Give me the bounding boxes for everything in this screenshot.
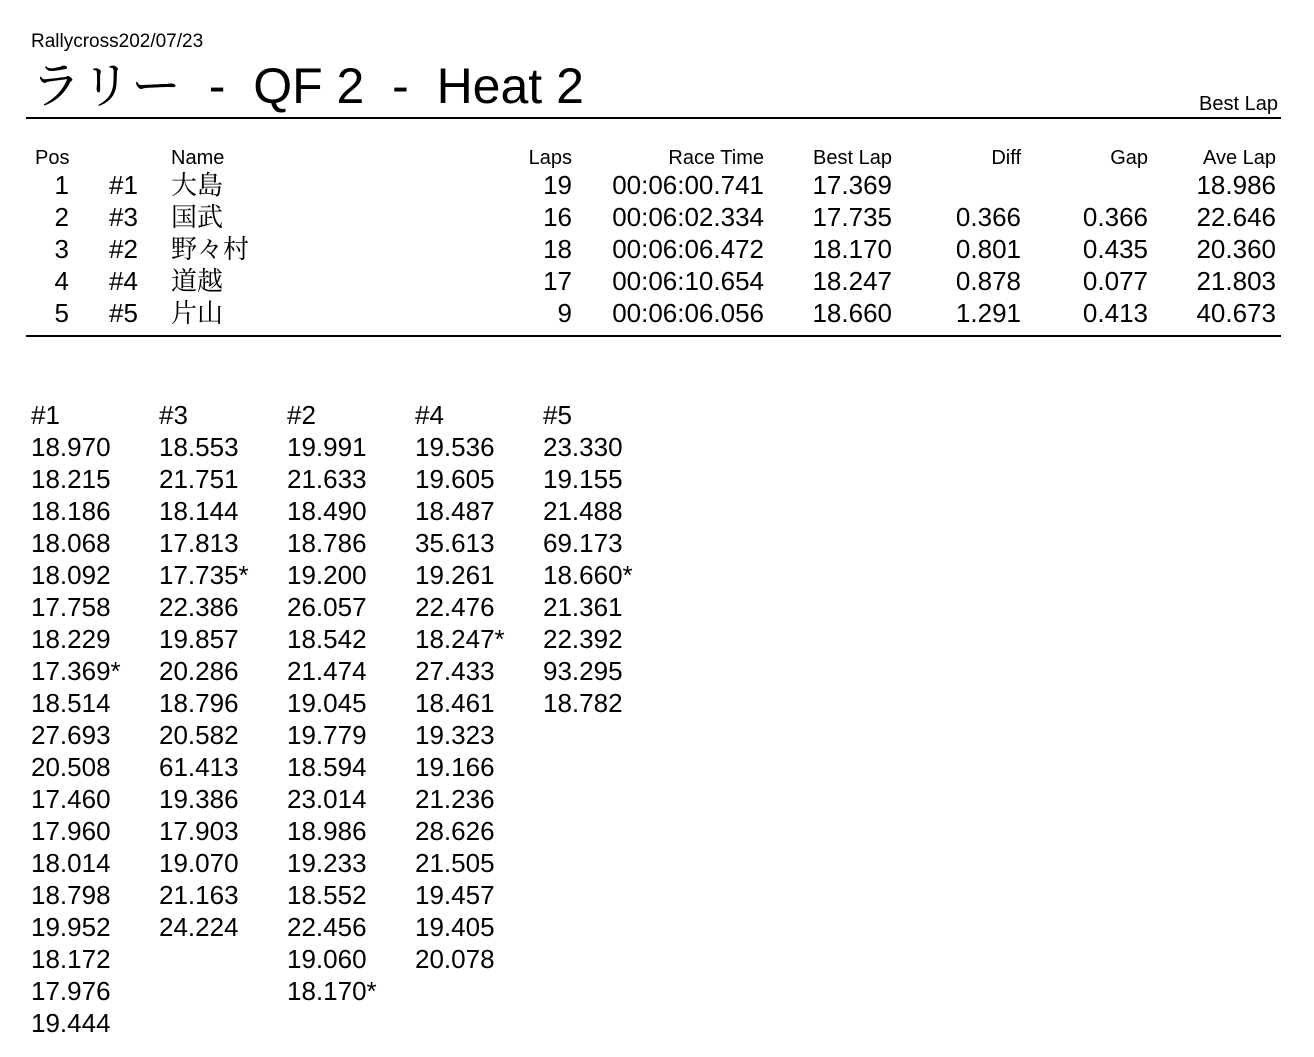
car-number-cell: #3 (109, 202, 138, 232)
gap-cell: 0.077 (1082, 266, 1148, 296)
ave-lap-cell: 20.360 (1196, 234, 1276, 264)
driver-name-cell: 野々村 (171, 234, 250, 264)
lap-time: 18.986 (287, 816, 367, 846)
lap-time: 19.444 (31, 1008, 111, 1038)
car-number-cell: #4 (109, 266, 138, 296)
lap-time: 20.582 (159, 720, 239, 750)
lap-time: 19.857 (159, 624, 239, 654)
lap-column (415, 399, 543, 975)
lap-time: 19.779 (287, 720, 367, 750)
lap-time: 26.057 (287, 592, 367, 622)
lap-time: 21.505 (415, 848, 495, 878)
lap-time: 93.295 (543, 656, 623, 686)
lap-time: 17.960 (31, 816, 111, 846)
gap-cell: 0.366 (1082, 202, 1148, 232)
lap-time: 27.693 (31, 720, 111, 750)
lap-time: 19.386 (159, 784, 239, 814)
pos-cell: 1 (54, 170, 69, 200)
lap-time: 18.490 (287, 496, 367, 526)
lap-time: 18.552 (287, 880, 367, 910)
driver-name-cell: 国武 (171, 202, 224, 232)
lap-time: 27.433 (415, 656, 495, 686)
lap-time: 17.903 (159, 816, 239, 846)
laps-cell: 17 (543, 266, 572, 296)
ave-lap-cell: 40.673 (1196, 298, 1276, 328)
report-type-label: Best Lap (1199, 93, 1278, 115)
laps-cell: 18 (543, 234, 572, 264)
lap-time: 18.786 (287, 528, 367, 558)
lap-time: 22.476 (415, 592, 495, 622)
event-subtitle: Rallycross202/07/23 (31, 31, 204, 52)
lap-time: 19.457 (415, 880, 495, 910)
gap-cell: 0.435 (1082, 234, 1148, 264)
lap-time: 18.594 (287, 752, 367, 782)
lap-time: 19.991 (287, 432, 367, 462)
lap-time: 23.014 (287, 784, 367, 814)
lap-time: 20.508 (31, 752, 111, 782)
pos-cell: 4 (54, 266, 69, 296)
lap-time: 17.813 (159, 528, 239, 558)
pos-cell: 5 (54, 298, 69, 328)
col-header-laps: Laps (528, 147, 572, 169)
lap-time: 21.236 (415, 784, 495, 814)
car-number-cell: #1 (109, 170, 138, 200)
gap-cell: 0.413 (1082, 298, 1148, 328)
lap-time: 19.155 (543, 464, 623, 494)
col-header-pos: Pos (35, 147, 70, 169)
diff-cell: 1.291 (955, 298, 1021, 328)
lap-time: 18.514 (31, 688, 111, 718)
lap-time: 24.224 (159, 912, 239, 942)
lap-time: 18.172 (31, 944, 111, 974)
lap-time: 19.233 (287, 848, 367, 878)
lap-time: 18.144 (159, 496, 239, 526)
lap-time: 61.413 (159, 752, 239, 782)
lap-column (159, 399, 287, 943)
lap-time: 69.173 (543, 528, 623, 558)
lap-time: 19.060 (287, 944, 367, 974)
best-lap-cell: 17.369 (812, 170, 892, 200)
lap-time: 21.488 (543, 496, 623, 526)
col-header-race-time: Race Time (668, 147, 764, 169)
best-lap-cell: 18.247 (812, 266, 892, 296)
lap-time: 18.798 (31, 880, 111, 910)
col-header-ave-lap: Ave Lap (1202, 147, 1276, 169)
laps-cell: 16 (543, 202, 572, 232)
lap-column-car-number: #4 (415, 400, 444, 430)
lap-time: 22.386 (159, 592, 239, 622)
race-time-cell: 00:06:06.056 (612, 298, 764, 328)
lap-time: 20.078 (415, 944, 495, 974)
car-number-cell: #2 (109, 234, 138, 264)
pos-cell: 2 (54, 202, 69, 232)
race-time-cell: 00:06:00.741 (612, 170, 764, 200)
lap-time: 18.782 (543, 688, 623, 718)
laps-cell: 9 (557, 298, 572, 328)
laps-cell: 19 (543, 170, 572, 200)
lap-time: 22.392 (543, 624, 623, 654)
lap-time: 18.542 (287, 624, 367, 654)
lap-column-car-number: #5 (543, 400, 572, 430)
lap-column (287, 399, 415, 1007)
lap-time: 18.186 (31, 496, 111, 526)
col-header-diff: Diff (991, 147, 1021, 169)
ave-lap-cell: 22.646 (1196, 202, 1276, 232)
col-header-name: Name (171, 147, 225, 169)
race-time-cell: 00:06:06.472 (612, 234, 764, 264)
lap-time: 20.286 (159, 656, 239, 686)
lap-column (31, 399, 159, 1039)
driver-name-cell: 片山 (171, 298, 224, 328)
best-lap-cell: 18.170 (812, 234, 892, 264)
lap-time: 18.092 (31, 560, 111, 590)
lap-time: 21.163 (159, 880, 239, 910)
lap-time: 18.215 (31, 464, 111, 494)
lap-time: 18.461 (415, 688, 495, 718)
driver-name-cell: 道越 (171, 266, 224, 296)
lap-time: 19.166 (415, 752, 495, 782)
table-divider (26, 335, 1281, 337)
lap-time: 23.330 (543, 432, 623, 462)
lap-time: 19.070 (159, 848, 239, 878)
lap-time: 19.045 (287, 688, 367, 718)
lap-time: 19.405 (415, 912, 495, 942)
diff-cell: 0.366 (955, 202, 1021, 232)
lap-time: 18.487 (415, 496, 495, 526)
lap-column-car-number: #2 (287, 400, 316, 430)
race-time-cell: 00:06:10.654 (612, 266, 764, 296)
lap-time: 21.361 (543, 592, 623, 622)
lap-time: 21.474 (287, 656, 367, 686)
lap-time: 22.456 (287, 912, 367, 942)
pos-cell: 3 (54, 234, 69, 264)
best-lap-cell: 17.735 (812, 202, 892, 232)
lap-time: 19.605 (415, 464, 495, 494)
lap-time: 18.229 (31, 624, 111, 654)
driver-name-cell: 大島 (171, 170, 224, 200)
lap-time: 19.323 (415, 720, 495, 750)
page-title: ラリー - QF 2 - Heat 2 (31, 58, 584, 114)
col-header-best-lap: Best Lap (813, 147, 892, 169)
lap-time: 18.068 (31, 528, 111, 558)
lap-time: 18.014 (31, 848, 111, 878)
lap-time: 18.796 (159, 688, 239, 718)
lap-time: 17.460 (31, 784, 111, 814)
header-divider (26, 117, 1281, 119)
lap-time: 18.660* (543, 560, 633, 590)
lap-time: 28.626 (415, 816, 495, 846)
car-number-cell: #5 (109, 298, 138, 328)
diff-cell: 0.878 (955, 266, 1021, 296)
lap-time: 18.170* (287, 976, 377, 1006)
lap-time: 35.613 (415, 528, 495, 558)
lap-column (543, 399, 671, 719)
lap-time: 21.633 (287, 464, 367, 494)
lap-time: 17.369* (31, 656, 121, 686)
lap-time: 19.952 (31, 912, 111, 942)
lap-time: 18.553 (159, 432, 239, 462)
lap-time: 19.536 (415, 432, 495, 462)
lap-time: 19.200 (287, 560, 367, 590)
col-header-gap: Gap (1110, 147, 1148, 169)
ave-lap-cell: 18.986 (1196, 170, 1276, 200)
lap-column-car-number: #1 (31, 400, 60, 430)
lap-time: 18.247* (415, 624, 505, 654)
lap-time: 17.758 (31, 592, 111, 622)
lap-column-car-number: #3 (159, 400, 188, 430)
lap-time: 19.261 (415, 560, 495, 590)
diff-cell: 0.801 (955, 234, 1021, 264)
ave-lap-cell: 21.803 (1196, 266, 1276, 296)
race-time-cell: 00:06:02.334 (612, 202, 764, 232)
lap-time: 17.735* (159, 560, 249, 590)
best-lap-cell: 18.660 (812, 298, 892, 328)
lap-time: 18.970 (31, 432, 111, 462)
lap-time: 21.751 (159, 464, 239, 494)
lap-time: 17.976 (31, 976, 111, 1006)
